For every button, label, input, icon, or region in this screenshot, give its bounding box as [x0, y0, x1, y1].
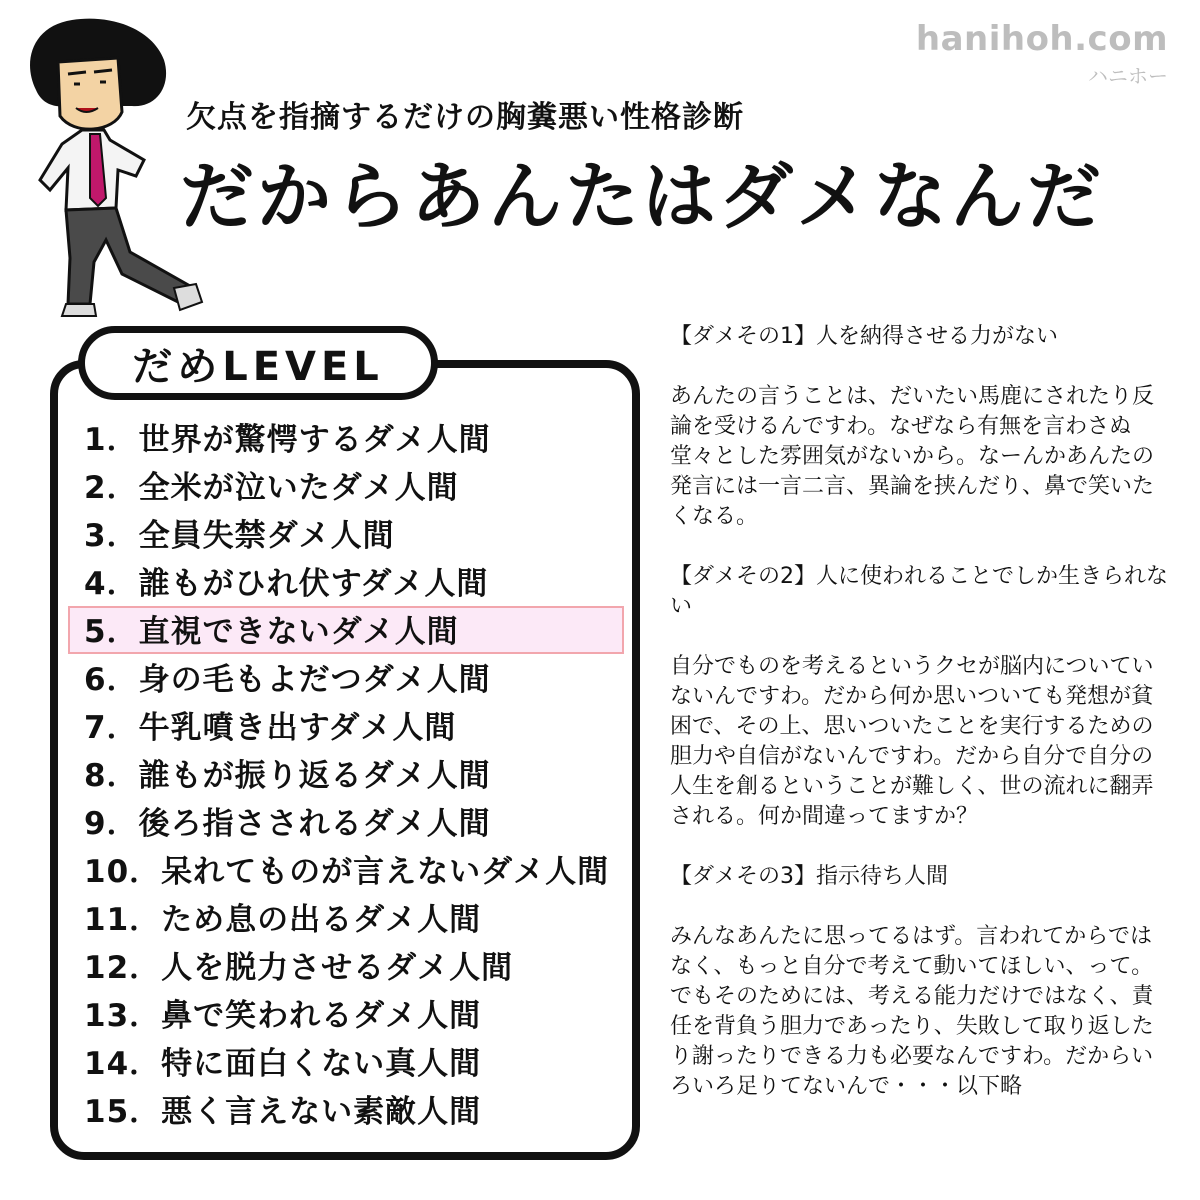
level-item: 7．牛乳噴き出すダメ人間 — [84, 710, 457, 746]
level-item: 14．特に面白くない真人間 — [84, 1046, 482, 1082]
diagnosis-text — [670, 322, 1170, 1132]
level-list — [68, 414, 624, 1134]
section-2-title: 【ダメその2】人に使われることでしか生きられない — [670, 564, 1168, 619]
page-subtitle: 欠点を指摘するだけの胸糞悪い性格診断 — [186, 100, 744, 135]
level-item: 11．ため息の出るダメ人間 — [84, 902, 482, 938]
section-3-body: みんなあんたに思ってるはず。言われてからではなく、もっと自分で考えて動いてほしい、って。でもそのためには、考える能力だけではなく、責任を背負う胆力であったり、失敗して取り返したり謝ったりできる力も必要なんですわ。だからいろいろ足りてないんで・・・以下略 — [670, 924, 1154, 1099]
level-item-highlighted: 5．直視できないダメ人間 — [68, 606, 624, 654]
level-tab: だめLEVEL — [78, 326, 438, 400]
level-item: 10．呆れてものが言えないダメ人間 — [84, 854, 610, 890]
level-item: 2．全米が泣いたダメ人間 — [84, 470, 459, 506]
level-item: 8．誰もが振り返るダメ人間 — [84, 758, 491, 794]
level-item: 3．全員失禁ダメ人間 — [84, 518, 395, 554]
level-item: 9．後ろ指さされるダメ人間 — [84, 806, 491, 842]
section-1-title: 【ダメその1】人を納得させる力がない — [670, 324, 1058, 349]
level-item: 6．身の毛もよだつダメ人間 — [84, 662, 491, 698]
site-name: hanihoh.com — [915, 19, 1168, 59]
level-item: 15．悪く言えない素敵人間 — [84, 1094, 482, 1130]
level-item: 13．鼻で笑われるダメ人間 — [84, 998, 482, 1034]
section-1-body: あんたの言うことは、だいたい馬鹿にされたり反論を受けるんですわ。なぜなら有無を言わさぬ堂々とした雰囲気がないから。なーんかあんたの発言には一言二言、異論を挟んだり、鼻で笑いたくなる。 — [670, 384, 1155, 529]
section-3-title: 【ダメその3】指示待ち人間 — [670, 864, 948, 889]
site-brand — [915, 19, 1168, 89]
level-item: 1．世界が驚愕するダメ人間 — [84, 422, 491, 458]
page-title: だからあんたはダメなんだ — [180, 154, 1104, 240]
character-illustration — [14, 12, 204, 322]
level-item: 4．誰もがひれ伏すダメ人間 — [84, 566, 489, 602]
section-2-body: 自分でものを考えるというクセが脳内についていないんですわ。だから何か思いついても発想が貧困で、その上、思いついたことを実行するための胆力や自信がないんですわ。だから自分で自分の人生を創るということが難しく、世の流れに翻弄される。何か間違ってますか？ — [670, 654, 1154, 829]
site-name-kana: ハニホー — [1088, 64, 1168, 88]
level-item: 12．人を脱力させるダメ人間 — [84, 950, 514, 986]
